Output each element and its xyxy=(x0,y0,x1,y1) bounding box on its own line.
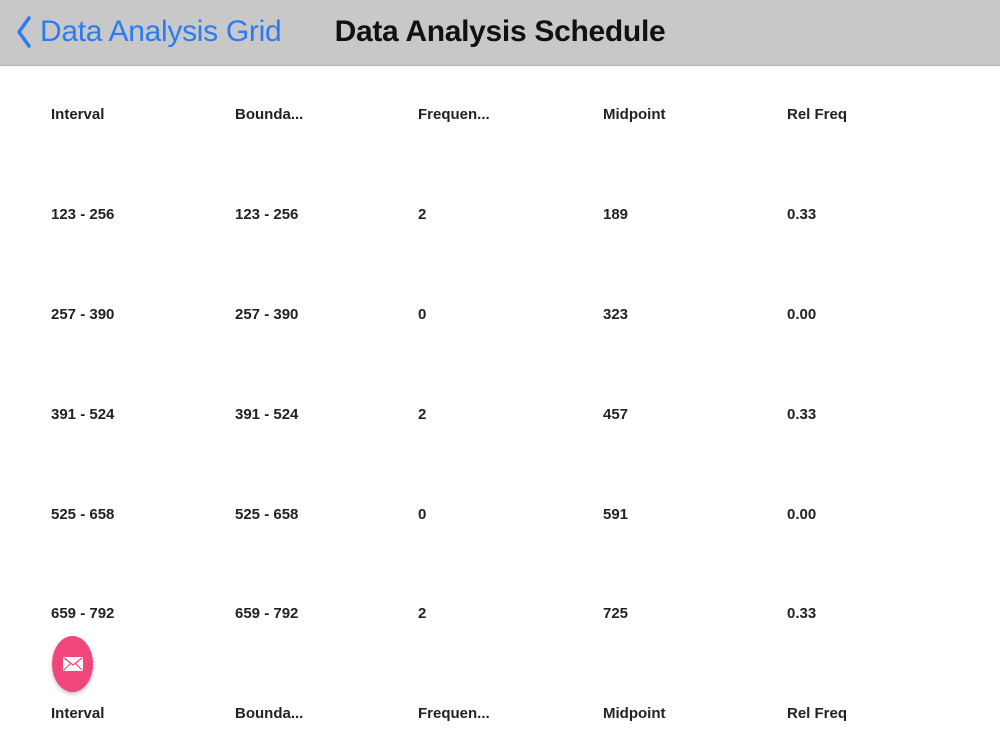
cell-boundary: 257 - 390 xyxy=(235,306,299,323)
cell-midpoint: 323 xyxy=(603,306,629,323)
cell-frequency: 0 xyxy=(418,506,427,523)
column-footer-interval: Interval xyxy=(51,705,105,722)
cell-frequency: 0 xyxy=(418,306,427,323)
back-button-label: Data Analysis Grid xyxy=(40,15,282,48)
column-footer-rel-freq: Rel Freq xyxy=(787,705,848,722)
cell-interval: 257 - 390 xyxy=(51,306,115,323)
cell-rel-freq: 0.33 xyxy=(787,206,817,223)
cell-interval: 123 - 256 xyxy=(51,206,115,223)
column-footer-frequency: Frequen... xyxy=(418,705,490,722)
cell-midpoint: 725 xyxy=(603,605,629,622)
column-header-rel-freq: Rel Freq xyxy=(787,106,848,123)
cell-interval: 391 - 524 xyxy=(51,406,115,423)
cell-interval: 659 - 792 xyxy=(51,605,115,622)
data-grid xyxy=(0,66,1000,750)
page-title: Data Analysis Schedule xyxy=(334,15,666,48)
column-footer-midpoint: Midpoint xyxy=(603,705,666,722)
cell-frequency: 2 xyxy=(418,206,427,223)
column-header-frequency: Frequen... xyxy=(418,106,490,123)
cell-rel-freq: 0.33 xyxy=(787,406,817,423)
cell-midpoint: 591 xyxy=(603,506,629,523)
navigation-bar xyxy=(0,0,1000,66)
table-row[interactable] xyxy=(0,500,1000,530)
table-row[interactable] xyxy=(0,599,1000,629)
cell-midpoint: 189 xyxy=(603,206,629,223)
cell-frequency: 2 xyxy=(418,406,427,423)
footer-header-row xyxy=(0,699,1000,729)
cell-boundary: 525 - 658 xyxy=(235,506,299,523)
table-row[interactable] xyxy=(0,200,1000,230)
cell-rel-freq: 0.33 xyxy=(787,605,817,622)
table-row[interactable] xyxy=(0,300,1000,330)
cell-rel-freq: 0.00 xyxy=(787,306,817,323)
cell-rel-freq: 0.00 xyxy=(787,506,817,523)
cell-midpoint: 457 xyxy=(603,406,629,423)
email-fab-button[interactable] xyxy=(52,636,93,692)
cell-boundary: 123 - 256 xyxy=(235,206,299,223)
column-header-interval: Interval xyxy=(51,106,105,123)
cell-frequency: 2 xyxy=(418,605,427,622)
cell-interval: 525 - 658 xyxy=(51,506,115,523)
cell-boundary: 391 - 524 xyxy=(235,406,299,423)
cell-boundary: 659 - 792 xyxy=(235,605,299,622)
table-row[interactable] xyxy=(0,400,1000,430)
header-row xyxy=(0,100,1000,130)
column-header-boundary: Bounda... xyxy=(235,106,304,123)
mail-icon xyxy=(63,657,83,671)
column-header-midpoint: Midpoint xyxy=(603,106,666,123)
column-footer-boundary: Bounda... xyxy=(235,705,304,722)
